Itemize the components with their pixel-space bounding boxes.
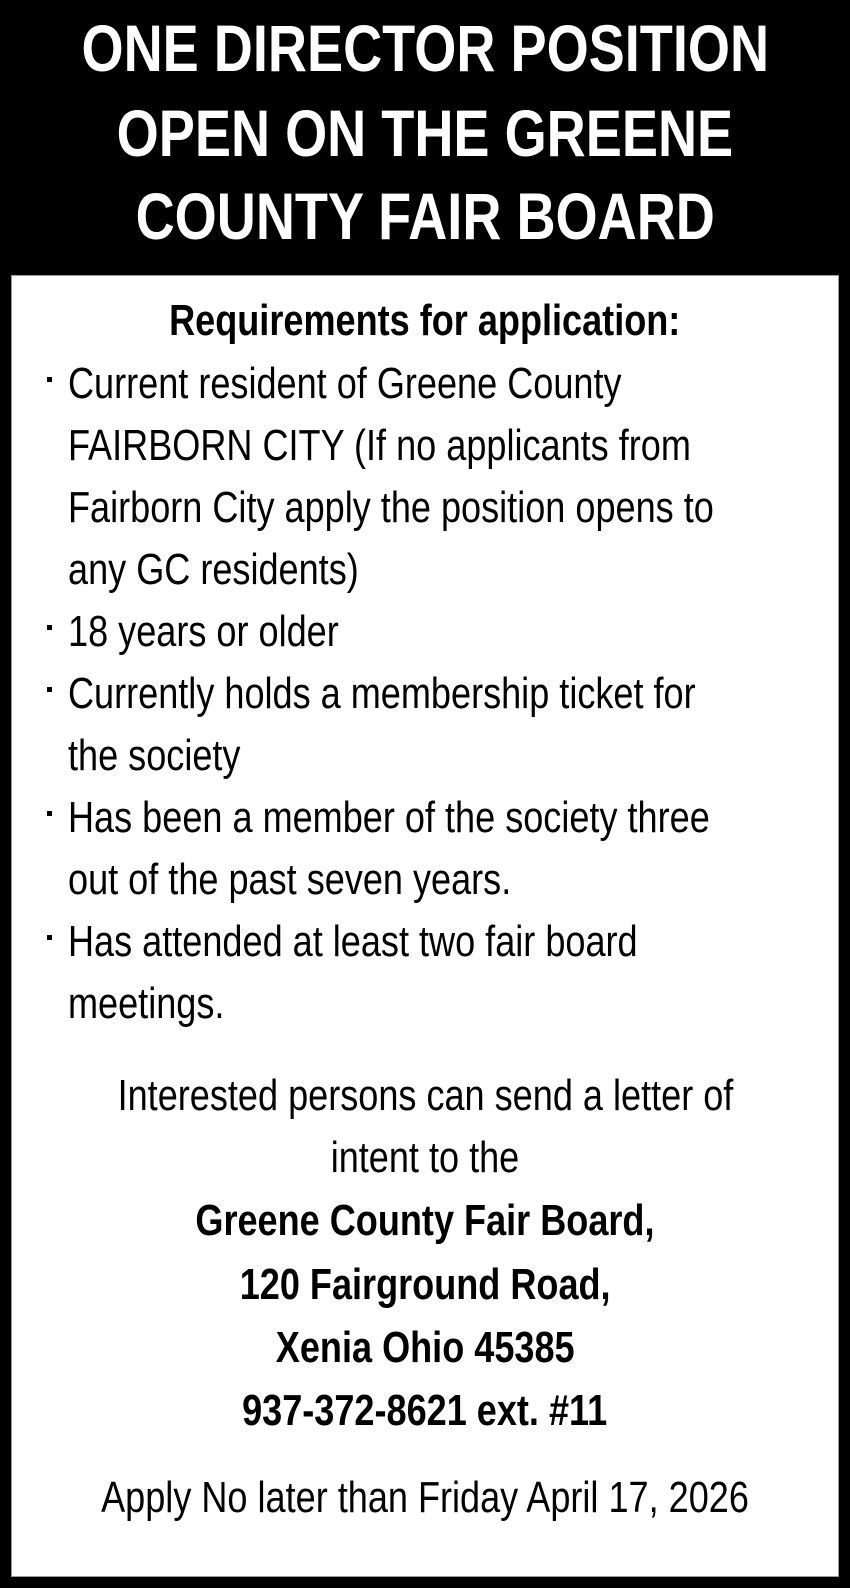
contact-intro-line-2 bbox=[12, 1127, 838, 1189]
street-text: 120 Fairground Road, bbox=[239, 1260, 611, 1309]
intro-text: Interested persons can send a letter of bbox=[117, 1071, 733, 1120]
requirement-item-4-line-2 bbox=[68, 849, 609, 911]
title-text: OPEN ON THE GREENE bbox=[116, 96, 734, 170]
requirement-item-3-line-2 bbox=[68, 725, 278, 787]
title-line-3 bbox=[0, 176, 850, 256]
contact-phone bbox=[12, 1380, 838, 1442]
requirement-item-5-line-2 bbox=[68, 973, 259, 1035]
item-text: FAIRBORN CITY (If no applicants from bbox=[68, 421, 691, 470]
requirements-heading bbox=[12, 290, 838, 352]
contact-street bbox=[12, 1254, 838, 1316]
item-text: Fairborn City apply the position opens to bbox=[68, 483, 714, 532]
deadline-label: Apply No later than Friday April 17, 2026 bbox=[101, 1473, 749, 1522]
item-text: out of the past seven years. bbox=[68, 855, 512, 904]
item-text: Current resident of Greene County bbox=[68, 359, 622, 408]
item-text: the society bbox=[68, 731, 241, 780]
contact-city-state-zip bbox=[12, 1317, 838, 1379]
content-panel bbox=[11, 275, 839, 1577]
requirement-item-3-line-1 bbox=[68, 663, 833, 725]
item-text: meetings. bbox=[68, 979, 225, 1028]
title-text: ONE DIRECTOR POSITION bbox=[81, 11, 769, 85]
item-text: any GC residents) bbox=[68, 545, 359, 594]
contact-organization bbox=[12, 1190, 838, 1252]
requirement-item-5-line-1 bbox=[68, 911, 763, 973]
intro-text: intent to the bbox=[330, 1133, 520, 1182]
title-line-2 bbox=[0, 93, 850, 173]
item-text: Currently holds a membership ticket for bbox=[68, 669, 696, 718]
bullet-icon bbox=[47, 377, 52, 382]
requirement-item-1-line-3 bbox=[68, 477, 850, 539]
heading-text: Requirements for application: bbox=[169, 296, 681, 345]
requirement-item-1-line-4 bbox=[68, 539, 423, 601]
deadline-text bbox=[12, 1467, 838, 1529]
bullet-icon bbox=[47, 935, 52, 940]
requirement-item-1-line-2 bbox=[68, 415, 828, 477]
requirement-item-4-line-1 bbox=[68, 787, 850, 849]
city-text: Xenia Ohio 45385 bbox=[275, 1323, 575, 1372]
bullet-icon bbox=[47, 687, 52, 692]
item-text: 18 years or older bbox=[68, 607, 339, 656]
item-text: Has been a member of the society three bbox=[68, 793, 710, 842]
item-text: Has attended at least two fair board bbox=[68, 917, 638, 966]
contact-intro-line-1 bbox=[12, 1065, 838, 1127]
header-banner bbox=[0, 0, 850, 275]
requirement-item-1-line-1 bbox=[68, 353, 743, 415]
title-line-1 bbox=[0, 8, 850, 88]
bullet-icon bbox=[47, 811, 52, 816]
requirement-item-2-line-1 bbox=[68, 601, 398, 663]
organization-text: Greene County Fair Board, bbox=[195, 1196, 655, 1245]
title-text: COUNTY FAIR BOARD bbox=[135, 179, 715, 253]
phone-text: 937-372-8621 ext. #11 bbox=[242, 1386, 608, 1435]
bullet-icon bbox=[47, 625, 52, 630]
